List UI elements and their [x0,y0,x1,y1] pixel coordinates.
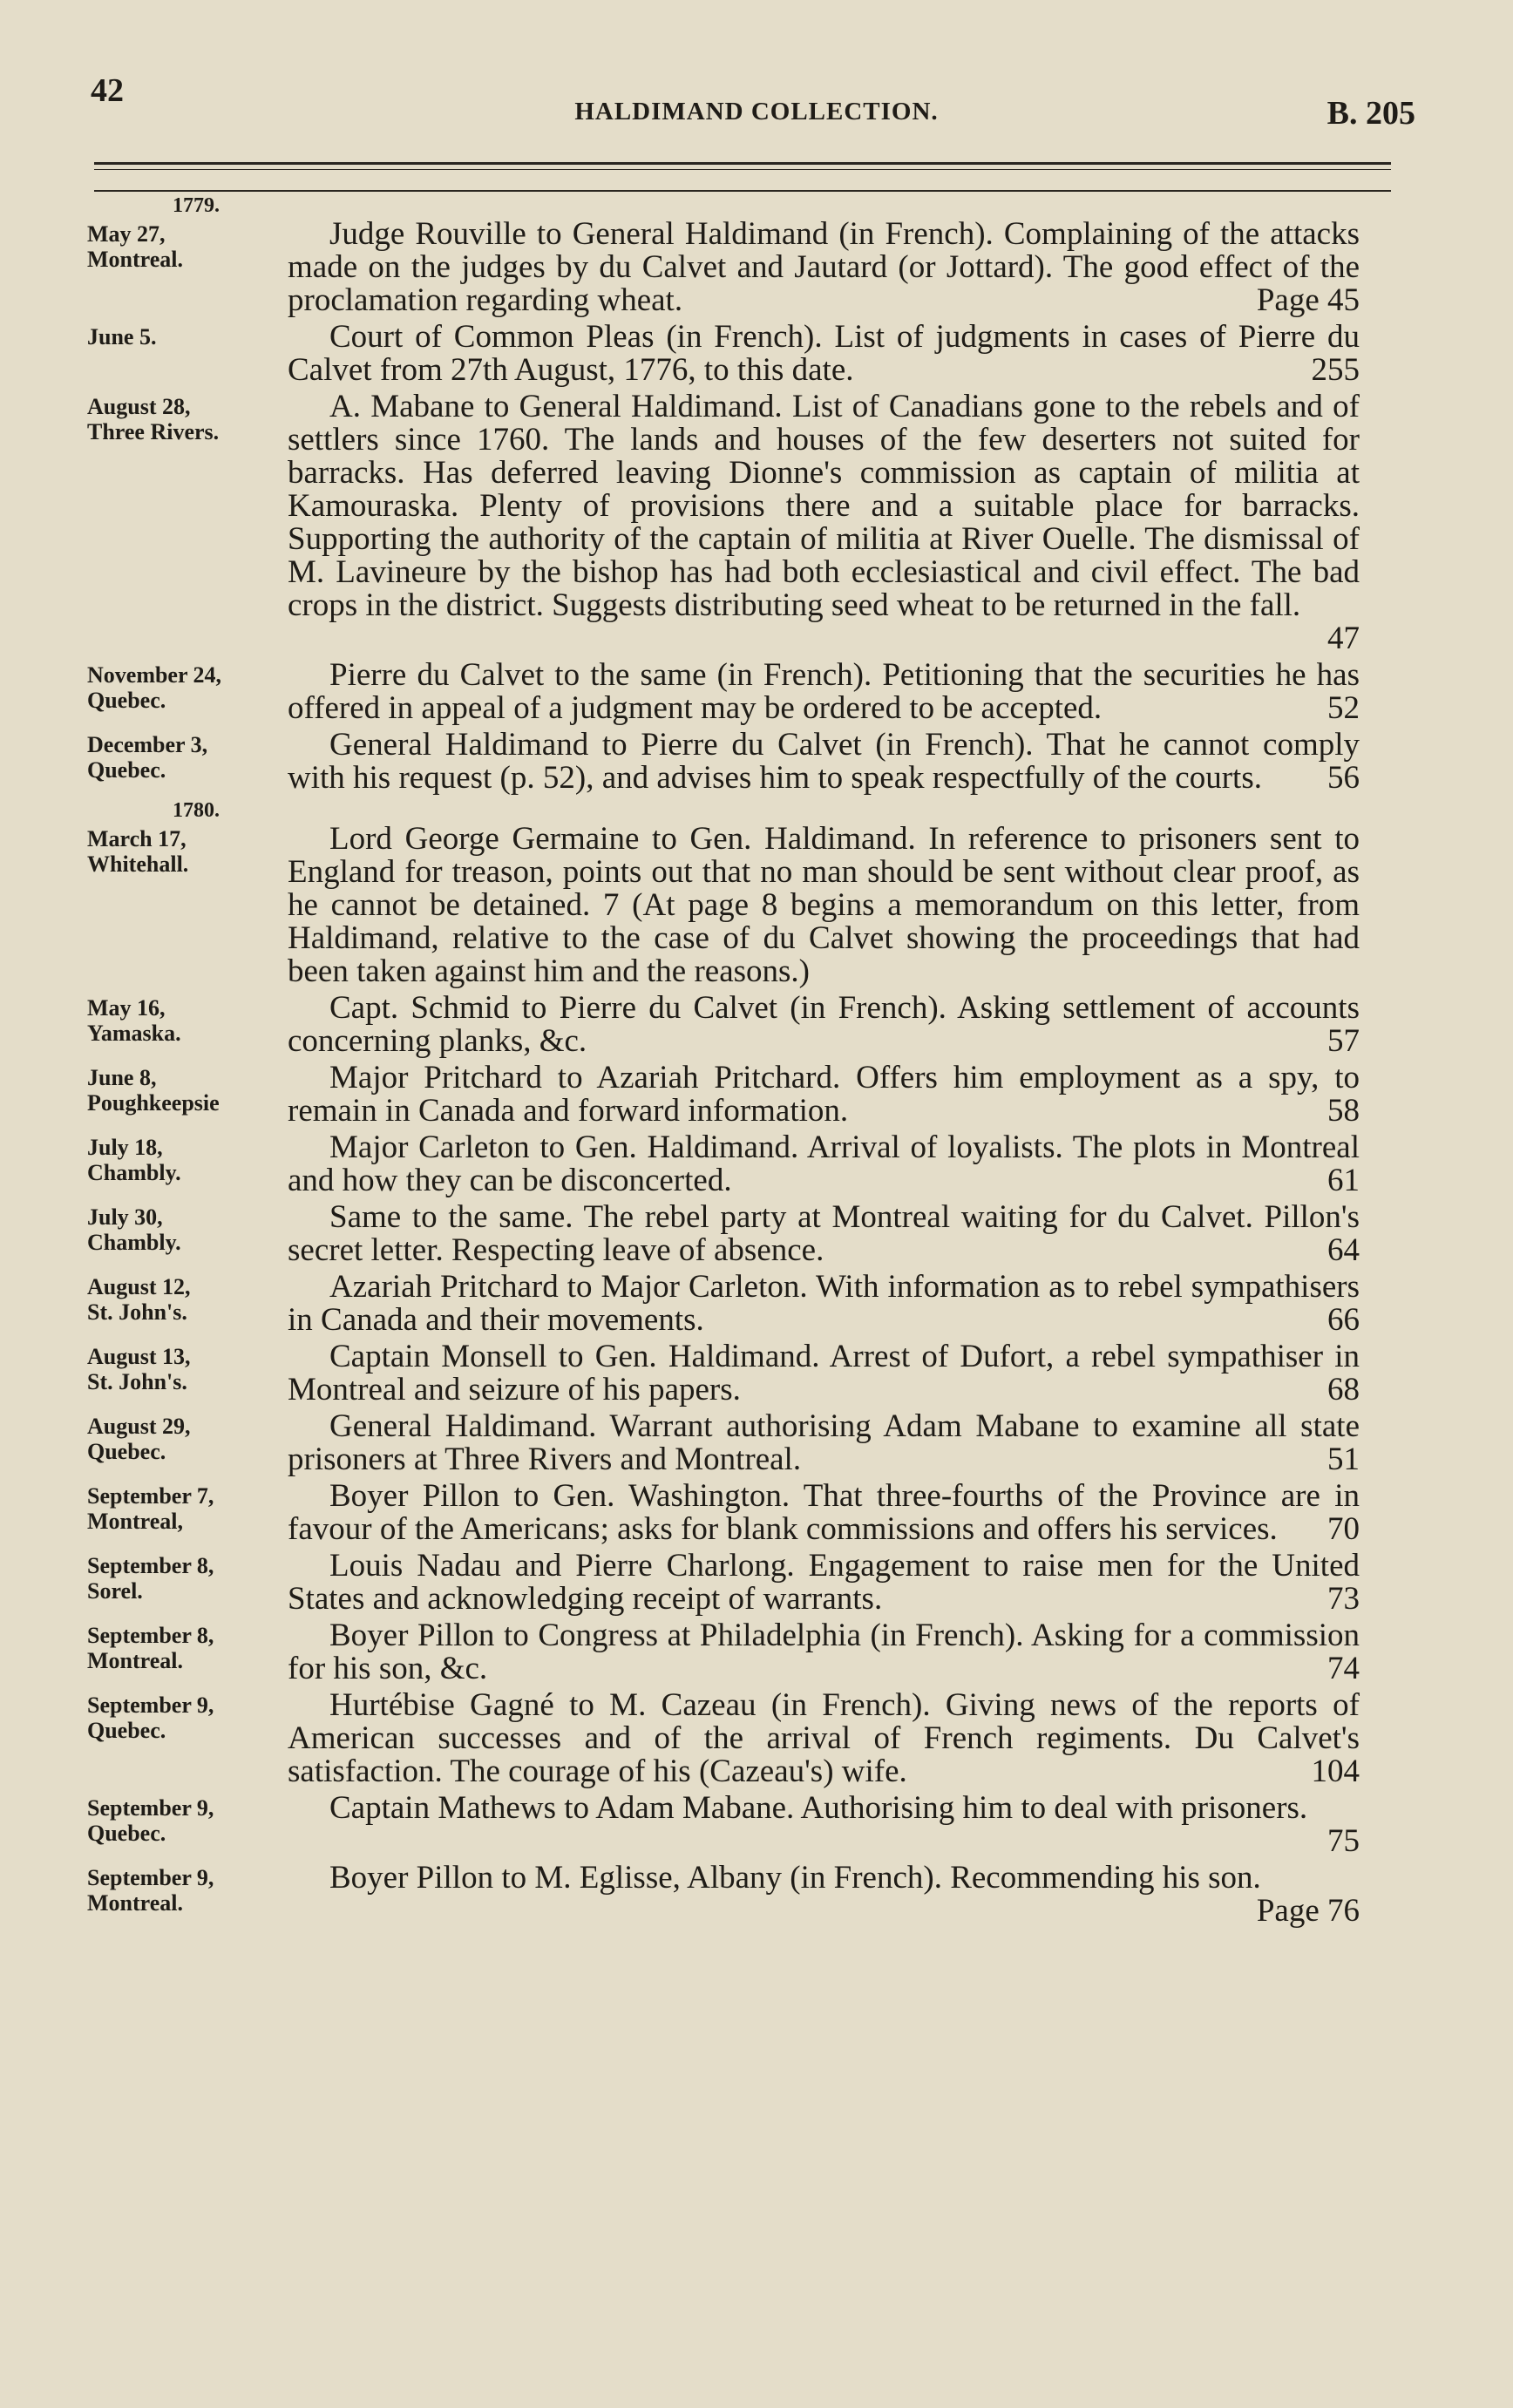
calendar-entry [87,218,1394,317]
page-ref: Page 76 [1256,1893,1360,1929]
calendar-entry [87,1862,1394,1928]
entry-text: Court of Common Pleas (in French). List of judgments in cases of Pierre du Calvet from 27th August, 1776, to this date. 255 [288,319,1360,388]
entry-text: General Haldimand to Pierre du Calvet (in French). That he cannot comply with his request (p. 52), and advises him to speak respectfully of the courts. 56 [288,727,1360,796]
entry-text: Captain Mathews to Adam Mabane. Authorising him to deal with prisoners. 75 [329,1790,1360,1859]
entry-date: September 9, Quebec. [87,1692,214,1743]
page-ref: 73 [1327,1581,1360,1617]
calendar-entries [87,193,1394,1931]
entry-text: Louis Nadau and Pierre Charlong. Engagement to raise men for the United States and acknowledging receipt of warrants. 73 [288,1548,1360,1617]
calendar-entry [87,1619,1394,1686]
page-ref: 68 [1327,1372,1360,1407]
entry-date: May 16, Yamaska. [87,995,181,1046]
entry-text: General Haldimand. Warrant authorising Adam Mabane to examine all state prisoners at Three Rivers and Montreal. 51 [288,1408,1360,1477]
entry-date: May 27, Montreal. [87,221,183,272]
entry-date: September 9, Montreal. [87,1865,214,1916]
page-ref: 52 [1327,690,1360,726]
entry-text: A. Mabane to General Haldimand. List of Canadians gone to the rebels and of settlers since 1760. The lands and houses of the few deserters not suited for barracks. Has deferred leaving Dionne's commission as captain of militia at Kamouraska. Plenty of provisions there and a suitable place for barracks. Supporting the authority of the captain of militia at River Ouelle. The dismissal of M. Lavineure by the bishop has had both ecclesiastical and civil effect. The bad crops in the district. Suggests distributing seed wheat to be returned in the fall. 47 [288,389,1360,656]
year-heading: 1780. [173,799,220,822]
calendar-entry [87,729,1394,795]
entry-date: July 30, Chambly. [87,1204,181,1255]
year-heading: 1779. [173,194,220,217]
calendar-entry [87,1480,1394,1546]
entry-text: Boyer Pillon to Gen. Washington. That three-fourths of the Province are in favour of the Americans; asks for blank commissions and offers his services. 70 [288,1478,1360,1547]
page-ref: 47 [1327,621,1360,656]
entry-date: December 3, Quebec. [87,732,208,783]
entry-date: July 18, Chambly. [87,1135,181,1185]
calendar-entry [87,1689,1394,1788]
entry-date: September 8, Sorel. [87,1553,214,1604]
entry-date: August 28, Three Rivers. [87,394,220,444]
page-ref: 56 [1327,760,1360,796]
page-title: HALDIMAND COLLECTION. [574,98,939,125]
entry-text: Major Pritchard to Azariah Pritchard. Offers him employment as a spy, to remain in Canada and forward information. 58 [288,1060,1360,1129]
entry-date: August 13, St. John's. [87,1344,191,1394]
entry-text: Captain Monsell to Gen. Haldimand. Arrest of Dufort, a rebel sympathiser in Montreal and seizure of his papers. 68 [288,1339,1360,1407]
entry-date: March 17, Whitehall. [87,826,189,877]
entry-date: November 24, Quebec. [87,662,222,713]
entry-date: June 5. [87,324,157,349]
page-number: 42 [91,72,124,109]
calendar-entry [87,1062,1394,1128]
calendar-entry [87,1131,1394,1197]
calendar-entry [87,321,1394,387]
entry-date: September 9, Quebec. [87,1795,214,1846]
calendar-entry [87,1410,1394,1476]
calendar-entry [87,659,1394,725]
page-ref: 64 [1327,1232,1360,1268]
calendar-entry [87,1550,1394,1616]
entry-text: Lord George Germaine to Gen. Haldimand. In reference to prisoners sent to England for treason, points out that no man should be sent without clear proof, as he cannot be detained. 7 (At page 8 begins a memorandum on this letter, from Haldimand, relative to the case of du Calvet showing the proceedings that had been taken against him and the reasons.) [288,821,1360,989]
calendar-entry [87,390,1394,655]
header-rule [94,169,1391,170]
page-ref: 66 [1327,1302,1360,1338]
page-ref: 61 [1327,1163,1360,1198]
calendar-entry [87,1792,1394,1858]
entry-text: Pierre du Calvet to the same (in French). Petitioning that the securities he has offered in appeal of a judgment may be ordered to be accepted. 52 [288,657,1360,726]
entry-text: Same to the same. The rebel party at Montreal waiting for du Calvet. Pillon's secret letter. Respecting leave of absence. 64 [288,1199,1360,1268]
entry-text: Boyer Pillon to M. Eglisse, Albany (in French). Recommending his son. Page 76 [329,1860,1360,1929]
page-ref: 51 [1327,1441,1360,1477]
entry-text: Boyer Pillon to Congress at Philadelphia (in French). Asking for a commission for his son, &c. 74 [288,1618,1360,1686]
entry-text: Azariah Pritchard to Major Carleton. With information as to rebel sympathisers in Canada and their movements. 66 [288,1269,1360,1338]
calendar-entry [87,1340,1394,1407]
page-ref: 75 [1327,1823,1360,1859]
page-ref: 57 [1327,1023,1360,1059]
entry-date: August 12, St. John's. [87,1274,191,1325]
entry-text: Judge Rouville to General Haldimand (in French). Complaining of the attacks made on the judges by du Calvet and Jautard (or Jottard). The good effect of the proclamation regarding wheat. Page 45 [288,216,1360,318]
page-ref: 255 [1311,352,1360,388]
entry-date: June 8, Poughkeepsie [87,1065,220,1116]
calendar-entry [87,1201,1394,1267]
entry-date: September 8, Montreal. [87,1623,214,1673]
entry-text: Capt. Schmid to Pierre du Calvet (in French). Asking settlement of accounts concerning planks, &c. 57 [288,990,1360,1059]
entry-text: Hurtébise Gagné to M. Cazeau (in French). Giving news of the reports of American successes and of the arrival of French regiments. Du Calvet's satisfaction. The courage of his (Cazeau's) wife. 104 [288,1687,1360,1789]
entry-date: September 7, Montreal, [87,1483,214,1534]
page-ref: 70 [1327,1511,1360,1547]
volume-label: B. 205 [1326,95,1415,132]
page-ref: 74 [1327,1651,1360,1686]
entry-text: Major Carleton to Gen. Haldimand. Arrival of loyalists. The plots in Montreal and how they can be disconcerted. 61 [288,1129,1360,1198]
header-rule [94,162,1391,165]
entry-date: August 29, Quebec. [87,1414,191,1464]
calendar-entry [87,823,1394,988]
page-ref: 58 [1327,1093,1360,1129]
page-ref: 104 [1311,1753,1360,1789]
header-rule [94,190,1391,192]
calendar-entry [87,1271,1394,1337]
calendar-entry [87,992,1394,1058]
page-ref: Page 45 [1256,282,1360,318]
